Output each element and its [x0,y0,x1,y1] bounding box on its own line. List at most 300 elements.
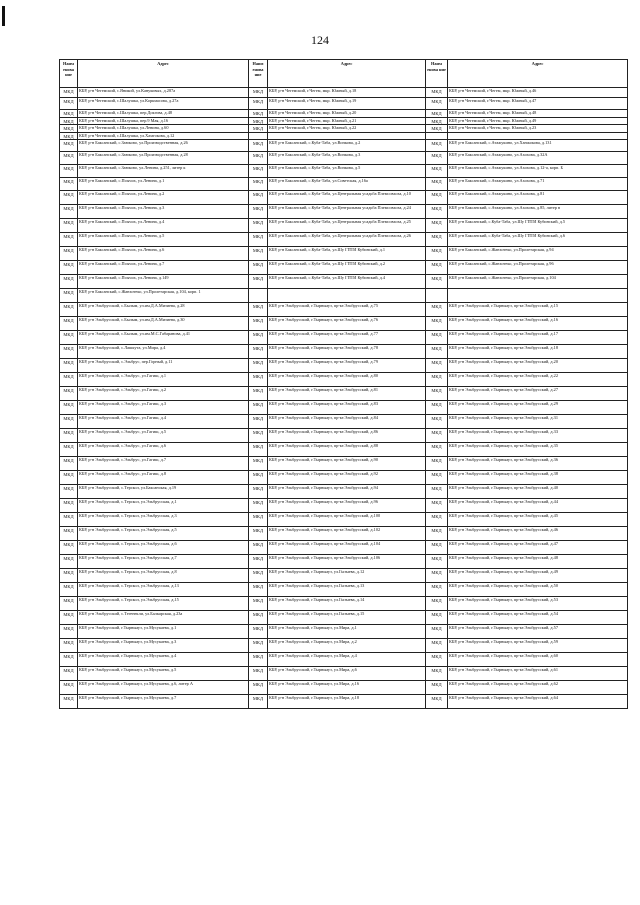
cell-kind: МКД [249,569,268,583]
cell-kind: МКД [426,527,448,541]
table-row [60,429,628,443]
cell-kind [426,289,448,303]
cell-kind [426,132,448,140]
table-body [60,88,628,709]
cell-kind: МКД [60,443,78,457]
cell-address: КБР, р-н Эльбрусский, с.Терскол, ул.Эльбрусская, д.15 [78,597,249,611]
cell-address: КБР, р-н Чегемский, г.Чегем, мкр. Южный, д.49 [448,117,628,125]
column-header-address: Адрес [78,60,249,88]
cell-kind: МКД [249,527,268,541]
cell-address: КБР, р-н Чегемский, с.Шалушка, пер.9 Мая, д.16 [78,117,249,125]
cell-address: КБР, р-н Эльбрусский, с.Терскол, ул.Эльбрусская, д.8 [78,569,249,583]
cell-kind: МКД [249,125,268,133]
cell-kind: МКД [426,499,448,513]
cell-address: КБР, р-н Чегемский, г.Чегем, мкр. Южный, д.48 [448,110,628,118]
cell-kind: МКД [60,303,78,317]
cell-address: КБР, р-н Эльбрусский, г.Тырныауз, пр-кт.Эльбрусский, д.16 [448,317,628,331]
cell-address: КБР, р-н Эльбрусский, г.Тырныауз, пр-кт.Эльбрусский, д.90 [268,457,426,471]
cell-address: КБР, р-н Эльбрусский, г.Тырныауз, пр-кт.Эльбрусский, д.53 [448,597,628,611]
cell-kind: МКД [249,695,268,709]
cell-kind: МКД [60,401,78,415]
cell-kind: МКД [426,303,448,317]
cell-address: КБР, р-н Эльбрусский, г.Тырныауз, пр-кт.Эльбрусский, д.100 [268,513,426,527]
cell-kind: МКД [249,485,268,499]
cell-address: КБР, р-н Эльбрусский, г.Тырныауз, пр-кт.Эльбрусский, д.35 [448,443,628,457]
cell-address: КБР, р-н Эльбрусский, с.Эльбрус, ул.Гагиш, д.5 [78,429,249,443]
cell-address: КБР, р-н Эльбрусский, с.Лашкута, ул.Мира, д.4 [78,345,249,359]
cell-kind: МКД [426,457,448,471]
table-row [60,247,628,261]
cell-address: КБР, р-н Баксанский, с.Псычох, ул.Ленина, д.4 [78,219,249,233]
table-row [60,117,628,125]
table-row [60,289,628,303]
cell-address: КБР, р-н Эльбрусский, г.Тырныауз, пр-кт.Эльбрусский, д.44 [448,499,628,513]
column-header-address: Адрес [448,60,628,88]
cell-kind: МКД [426,653,448,667]
cell-address: КБР, р-н Баксанский, с.Куба-Таба, ул.Центральная усадьба Племсовхоза, д.26 [268,233,426,247]
table-row [60,88,628,98]
cell-kind: МКД [60,317,78,331]
cell-kind: МКД [426,387,448,401]
cell-kind: МКД [60,583,78,597]
table-row [60,191,628,205]
column-header-address: Адрес [268,60,426,88]
cell-address: КБР, р-н Баксанский, с.Псычох, ул.Ленина, д.2 [78,191,249,205]
cell-kind: МКД [249,653,268,667]
cell-kind: МКД [249,597,268,611]
cell-address: КБР, р-н Чегемский, с.Шалушка, ул.Коркмасова, д.27а [78,98,249,110]
cell-address: КБР, р-н Баксанский, с.Атажукино, ул.Ахохова, д.81 [448,191,628,205]
cell-address: КБР, р-н Эльбрусский, с.Терскол, ул.Эльбрусская, д.6 [78,541,249,555]
cell-address: КБР, р-н Эльбрусский, г.Тырныауз, ул.Мира, д.1 [268,625,426,639]
cell-kind: МКД [426,429,448,443]
cell-address: КБР, р-н Баксанский, с.Псычох, ул.Ленина, д.149 [78,275,249,289]
cell-kind: МКД [426,415,448,429]
cell-kind: МКД [249,261,268,275]
table-header-row [60,60,628,88]
cell-address: КБР, р-н Эльбрусский, г.Тырныауз, ул.Гызыева, д.14 [268,597,426,611]
cell-kind: МКД [60,387,78,401]
cell-kind: МКД [60,457,78,471]
cell-address: КБР, р-н Эльбрусский, г.Тырныауз, пр-кт.Эльбрусский, д.27 [448,387,628,401]
cell-address: КБР, р-н Эльбрусский, г.Тырныауз, пр-кт.Эльбрусский, д.17 [448,331,628,345]
page-number: 124 [311,33,329,47]
table-row [60,219,628,233]
cell-address: КБР, р-н Эльбрусский, г.Тырныауз, пр-кт.Эльбрусский, д.86 [268,429,426,443]
cell-address: КБР, р-н Баксанский, с.Псычох, ул.Ленина, д.7 [78,261,249,275]
cell-address: КБР, р-н Баксанский, с.Куба-Таба, ул.Советская, д.16а [268,178,426,191]
table-row [60,132,628,140]
cell-kind: МКД [60,527,78,541]
binder-mark [2,6,5,26]
cell-address: КБР, р-н Эльбрусский, г.Тырныауз, пр-кт.Эльбрусский, д.77 [268,331,426,345]
cell-kind: МКД [249,233,268,247]
cell-kind: МКД [249,247,268,261]
cell-address: КБР, р-н Баксанский, с.Куба-Таба, ул.Вичкова, д.3 [268,152,426,165]
cell-kind: МКД [426,373,448,387]
cell-address: КБР, р-н Баксанский, с.Заюково, ул.Производственная, д.28 [78,152,249,165]
cell-address: КБР, р-н Эльбрусский, г.Тырныауз, пр-кт.Эльбрусский, д.57 [448,625,628,639]
cell-address: КБР, р-н Эльбрусский, г.Тырныауз, пр-кт.Эльбрусский, д.88 [268,443,426,457]
table-row [60,110,628,118]
table-row [60,345,628,359]
cell-address: КБР, р-н Эльбрусский, г.Тырныауз, пр-кт.Эльбрусский, д.50 [448,583,628,597]
cell-kind: МКД [60,681,78,695]
cell-address: КБР, р-н Баксанский, с.Псычох, ул.Ленина, д.6 [78,247,249,261]
cell-address: КБР, р-н Эльбрусский, г.Тырныауз, пр-кт.Эльбрусский, д.40 [448,485,628,499]
cell-address: КБР, р-н Эльбрусский, г.Тырныауз, пр-кт.Эльбрусский, д.94 [268,485,426,499]
cell-kind: МКД [60,205,78,219]
cell-kind: МКД [426,331,448,345]
cell-kind: МКД [60,152,78,165]
cell-address: КБР, р-н Эльбрусский, с.Былым, ул.им.М.С.Габаранова, д.41 [78,331,249,345]
cell-address: КБР, р-н Баксанский, с.Атажукино, ул.Ахохова, д.85, литер в [448,205,628,219]
cell-kind: МКД [249,429,268,443]
cell-address: КБР, р-н Эльбрусский, г.Тырныауз, пр-кт.Эльбрусский, д.47 [448,541,628,555]
cell-kind: МКД [426,611,448,625]
cell-address: КБР, р-н Баксанский, с.Куба-Таба, ул.Шу ГПТИ Кубинский, д.1 [268,247,426,261]
table-row [60,471,628,485]
cell-address: КБР, р-н Эльбрусский, г.Тырныауз, ул.Мира, д.18 [268,695,426,709]
cell-address: КБР, р-н Эльбрусский, с.Терскол, ул.Эльбрусская, д.5 [78,527,249,541]
cell-address: КБР, р-н Эльбрусский, г.Тырныауз, ул.Мира, д.16 [268,681,426,695]
table-row [60,681,628,695]
cell-address: КБР, р-н Эльбрусский, г.Тырныауз, пр-кт.Эльбрусский, д.36 [448,457,628,471]
cell-kind: МКД [60,667,78,681]
table-row [60,233,628,247]
cell-kind: МКД [426,695,448,709]
cell-address: КБР, р-н Эльбрусский, г.Тырныауз, пр-кт.Эльбрусский, д.102 [268,527,426,541]
cell-address: КБР, р-н Эльбрусский, с.Эльбрус, ул.Гагиш, д.2 [78,387,249,401]
cell-address: КБР, р-н Чегемский, г.Чегем, мкр. Южный, д.47 [448,98,628,110]
table-row [60,152,628,165]
cell-address: КБР, р-н Эльбрусский, с.Эльбрус, ул.Гагиш, д.4 [78,415,249,429]
cell-kind: МКД [426,345,448,359]
cell-kind [249,289,268,303]
table-row [60,485,628,499]
cell-address: КБР, р-н Эльбрусский, с.Терскол, ул.Эльбрусская, д.1 [78,499,249,513]
cell-kind: МКД [60,471,78,485]
table-row [60,178,628,191]
cell-kind: МКД [249,415,268,429]
table-row [60,98,628,110]
cell-kind: МКД [426,667,448,681]
cell-kind: МКД [249,345,268,359]
cell-address: КБР, р-н Баксанский, с.Псычох, ул.Ленина, д.3 [78,205,249,219]
cell-kind: МКД [60,373,78,387]
table-row [60,165,628,178]
cell-address: КБР, р-н Эльбрусский, с.Терскол, ул.Эльбрусская, д.13 [78,583,249,597]
cell-kind: МКД [249,110,268,118]
cell-address: КБР, р-н Эльбрусский, г.Тырныауз, пр-кт.Эльбрусский, д.62 [448,681,628,695]
cell-address: КБР, р-н Эльбрусский, г.Тырныауз, пр-кт.Эльбрусский, д.31 [448,415,628,429]
cell-kind: МКД [60,415,78,429]
cell-address: КБР, р-н Эльбрусский, г.Тырныауз, пр-кт.Эльбрусский, д.29 [448,401,628,415]
cell-address: КБР, р-н Баксанский, с.Куба-Таба, ул.Шу ГПТИ Кубинский, д.6 [448,233,628,247]
cell-kind: МКД [426,261,448,275]
cell-kind: МКД [249,219,268,233]
cell-kind: МКД [60,625,78,639]
cell-kind: МКД [426,555,448,569]
cell-address: КБР, р-н Чегемский, г.Чегем, мкр. Южный, д.18 [268,88,426,98]
cell-address: КБР, р-н Эльбрусский, г.Тырныауз, пр-кт.Эльбрусский, д.64 [448,695,628,709]
cell-kind: МКД [249,499,268,513]
table-row [60,303,628,317]
cell-kind: МКД [426,401,448,415]
cell-kind: МКД [426,98,448,110]
cell-address: КБР, р-н Баксанский, с.Заюково, ул.Ленина, д.251, литер к [78,165,249,178]
table-row [60,373,628,387]
cell-kind: МКД [426,625,448,639]
cell-kind: МКД [60,359,78,373]
cell-kind: МКД [249,681,268,695]
cell-address: КБР, р-н Эльбрусский, г.Тырныауз, пр-кт.Эльбрусский, д.104 [268,541,426,555]
cell-kind: МКД [249,625,268,639]
cell-kind: МКД [60,597,78,611]
cell-address: КБР, р-н Баксанский, с.Куба-Таба, ул.Вичкова, д.5 [268,165,426,178]
table-row [60,140,628,152]
table-row [60,555,628,569]
cell-address: КБР, р-н Баксанский, с.Жанхотеко, ул.Пролетарская, д.104, корп. 1 [78,289,249,303]
cell-kind: МКД [426,583,448,597]
column-header-kind: Наим енова ние [426,60,448,88]
cell-address: КБР, р-н Эльбрусский, г.Тырныауз, пр-кт.Эльбрусский, д.49 [448,569,628,583]
cell-kind: МКД [249,555,268,569]
cell-address: КБР, р-н Эльбрусский, г.Тырныауз, пр-кт.Эльбрусский, д.60 [448,653,628,667]
table-row [60,513,628,527]
cell-address: КБР, р-н Эльбрусский, г.Тырныауз, пр-кт.Эльбрусский, д.81 [268,387,426,401]
cell-address [268,289,426,303]
cell-address: КБР, р-н Баксанский, с.Куба-Таба, ул.Центральная усадьба Племсовхоза, д.25 [268,219,426,233]
table-row [60,499,628,513]
cell-address: КБР, р-н Эльбрусский, г.Тырныауз, ул.Мира, д.2 [268,639,426,653]
cell-kind: МКД [426,205,448,219]
cell-kind: МКД [60,541,78,555]
cell-address: КБР, р-н Баксанский, с.Атажукино, ул.Ханжокова, д.131 [448,140,628,152]
cell-address: КБР, р-н Баксанский, с.Жанхотеко, ул.Пролетарская, д.94 [448,247,628,261]
cell-kind: МКД [426,233,448,247]
cell-address: КБР, р-н Чегемский, г.Чегем, мкр. Южный, д.19 [268,98,426,110]
cell-address: КБР, р-н Баксанский, с.Куба-Таба, ул.Центральная усадьба Племсовхоза, д.10 [268,191,426,205]
table-row [60,261,628,275]
cell-address: КБР, р-н Эльбрусский, с.Терскол, ул.Эльбрусская, д.3 [78,513,249,527]
cell-address: КБР, р-н Эльбрусский, г.Тырныауз, пр-кт.Эльбрусский, д.80 [268,373,426,387]
cell-kind: МКД [249,471,268,485]
table-row [60,359,628,373]
cell-kind: МКД [426,117,448,125]
cell-kind: МКД [426,485,448,499]
table-row [60,415,628,429]
cell-address: КБР, р-н Чегемский, г.Чегем, мкр. Южный, д.20 [268,110,426,118]
cell-kind: МКД [60,110,78,118]
cell-address: КБР, р-н Эльбрусский, с.Былым, ул.им.Д.А.Мизиева, д.28 [78,303,249,317]
cell-kind: МКД [249,373,268,387]
cell-kind: МКД [60,165,78,178]
cell-kind: МКД [249,387,268,401]
cell-kind: МКД [249,140,268,152]
cell-address: КБР, р-н Чегемский, г.Чегем, мкр. Южный, д.46 [448,88,628,98]
cell-address: КБР, р-н Чегемский, с.Шалушка, ул.Ленина, д.60 [78,125,249,133]
table-row [60,653,628,667]
cell-kind: МКД [249,317,268,331]
table-row [60,667,628,681]
cell-address: КБР, р-н Эльбрусский, г.Тырныауз, пр-кт.Эльбрусский, д.54 [448,611,628,625]
cell-kind: МКД [249,639,268,653]
cell-kind: МКД [249,331,268,345]
cell-address: КБР, р-н Баксанский, с.Псычох, ул.Ленина, д.5 [78,233,249,247]
cell-kind: МКД [60,117,78,125]
cell-kind: МКД [249,191,268,205]
cell-kind: МКД [60,125,78,133]
column-header-kind: Наим енова ние [60,60,78,88]
cell-address: КБР, р-н Эльбрусский, г.Тырныауз, ул.Мусукаева, д.3 [78,639,249,653]
table-row [60,611,628,625]
cell-address: КБР, р-н Баксанский, с.Атажукино, ул.Ахохова, д.32А [448,152,628,165]
cell-address: КБР, р-н Баксанский, с.Куба-Таба, ул.Шу ГПТИ Кубинский, д.4 [268,275,426,289]
cell-address: КБР, р-н Эльбрусский, г.Тырныауз, пр-кт.Эльбрусский, д.45 [448,513,628,527]
cell-kind: МКД [249,165,268,178]
cell-address: КБР, р-н Эльбрусский, г.Тырныауз, пр-кт.Эльбрусский, д.61 [448,667,628,681]
cell-address [268,132,426,140]
cell-kind: МКД [249,457,268,471]
cell-address: КБР, р-н Чегемский, с.Шалушка, пер.Докгова, д.48 [78,110,249,118]
cell-kind: МКД [426,125,448,133]
cell-kind: МКД [426,597,448,611]
cell-address: КБР, р-н Баксанский, с.Жанхотеко, ул.Пролетарская, д.96 [448,261,628,275]
cell-kind: МКД [60,140,78,152]
cell-address: КБР, р-н Эльбрусский, г.Тырныауз, ул.Мусукаева, д.1 [78,625,249,639]
table-row [60,387,628,401]
table-row [60,401,628,415]
cell-address: КБР, р-н Эльбрусский, г.Тырныауз, пр-кт.Эльбрусский, д.20 [448,359,628,373]
cell-kind: МКД [426,165,448,178]
cell-kind: МКД [249,611,268,625]
table-row [60,639,628,653]
cell-address: КБР, р-н Эльбрусский, г.Тырныауз, пр-кт.Эльбрусский, д.18 [448,345,628,359]
cell-address: КБР, р-н Эльбрусский, г.Тырныауз, пр-кт.Эльбрусский, д.79 [268,359,426,373]
table-row [60,125,628,133]
cell-kind: МКД [426,317,448,331]
cell-address: КБР, р-н Эльбрусский, г.Тырныауз, пр-кт.Эльбрусский, д.15 [448,303,628,317]
cell-address: КБР, р-н Эльбрусский, г.Тырныауз, пр-кт.Эльбрусский, д.75 [268,303,426,317]
cell-kind: МКД [60,485,78,499]
cell-kind: МКД [60,275,78,289]
cell-kind: МКД [60,695,78,709]
cell-address: КБР, р-н Эльбрусский, г.Тырныауз, пр-кт.Эльбрусский, д.96 [268,499,426,513]
cell-address: КБР, р-н Чегемский, с.Яникой, ул.Кануковых, д.287а [78,88,249,98]
cell-address: КБР, р-н Эльбрусский, г.Тырныауз, пр-кт.Эльбрусский, д.46 [448,527,628,541]
cell-address: КБР, р-н Баксанский, с.Псычох, ул.Ленина, д.1 [78,178,249,191]
cell-kind: МКД [60,88,78,98]
cell-kind: МКД [426,569,448,583]
cell-address: КБР, р-н Эльбрусский, г.Тырныауз, ул.Гызыева, д.12 [268,569,426,583]
cell-kind: МКД [426,110,448,118]
cell-address: КБР, р-н Баксанский, с.Куба-Таба, ул.Центральная усадьба Племсовхоза, д.24 [268,205,426,219]
table-row [60,541,628,555]
cell-kind: МКД [426,247,448,261]
cell-address: КБР, р-н Баксанский, с.Заюково, ул.Производственная, д.26 [78,140,249,152]
table-row [60,275,628,289]
cell-address: КБР, р-н Баксанский, с.Куба-Таба, ул.Вичкова, д.2 [268,140,426,152]
cell-kind: МКД [60,98,78,110]
cell-address: КБР, р-н Баксанский, с.Жанхотеко, ул.Пролетарская, д.104 [448,275,628,289]
cell-kind: МКД [60,233,78,247]
cell-kind: МКД [426,140,448,152]
cell-address: КБР, р-н Эльбрусский, г.Тырныауз, пр-кт.Эльбрусский, д.84 [268,415,426,429]
cell-kind: МКД [60,289,78,303]
cell-address: КБР, р-н Эльбрусский, г.Тырныауз, ул.Мусукаева, д.7 [78,695,249,709]
cell-address: КБР, р-н Эльбрусский, г.Тырныауз, пр-кт.Эльбрусский, д.22 [448,373,628,387]
cell-address: КБР, р-н Эльбрусский, г.Тырныауз, пр-кт.Эльбрусский, д.48 [448,555,628,569]
cell-kind: МКД [426,471,448,485]
cell-kind: МКД [60,247,78,261]
cell-address: КБР, р-н Эльбрусский, г.Тырныауз, пр-кт.Эльбрусский, д.92 [268,471,426,485]
table-row [60,695,628,709]
cell-kind: МКД [60,499,78,513]
table-row [60,331,628,345]
cell-kind: МКД [426,191,448,205]
address-registry-table [59,59,628,709]
cell-address: КБР, р-н Эльбрусский, с.Эльбрус, ул.Гагиш, д.6 [78,443,249,457]
cell-kind: МКД [60,611,78,625]
cell-kind: МКД [426,639,448,653]
table-row [60,569,628,583]
cell-kind: МКД [249,667,268,681]
table-row [60,625,628,639]
cell-kind: МКД [249,205,268,219]
table-row [60,457,628,471]
cell-address: КБР, р-н Эльбрусский, с.Эльбрус, ул.Гагиш, д.1 [78,373,249,387]
table-row [60,527,628,541]
cell-kind: МКД [249,152,268,165]
cell-address: КБР, р-н Эльбрусский, г.Тырныауз, пр-кт.Эльбрусский, д.33 [448,429,628,443]
cell-kind: МКД [249,303,268,317]
cell-address: КБР, р-н Эльбрусский, г.Тырныауз, ул.Мира, д.6 [268,667,426,681]
cell-kind: МКД [60,513,78,527]
cell-kind: МКД [249,275,268,289]
cell-kind: МКД [249,88,268,98]
cell-address: КБР, р-н Эльбрусский, г.Тырныауз, пр-кт.Эльбрусский, д.78 [268,345,426,359]
cell-address: КБР, р-н Эльбрусский, с.Эльбрус, ул.Гагиш, д.7 [78,457,249,471]
cell-kind: МКД [426,541,448,555]
cell-address: КБР, р-н Эльбрусский, г.Тырныауз, ул.Мусукаева, д.5 [78,667,249,681]
cell-address: КБР, р-н Эльбрусский, г.Тырныауз, пр-кт.Эльбрусский, д.106 [268,555,426,569]
cell-kind: МКД [249,98,268,110]
table-row [60,583,628,597]
cell-address: КБР, р-н Эльбрусский, г.Тырныауз, пр-кт.Эльбрусский, д.59 [448,639,628,653]
cell-kind: МКД [426,152,448,165]
cell-kind: МКД [426,681,448,695]
cell-address: КБР, р-н Чегемский, с.Шалушка, ул.Хамгокова, д.12 [78,132,249,140]
cell-kind: МКД [60,132,78,140]
cell-address: КБР, р-н Баксанский, с.Атажукино, ул.Ахохова, д.71 [448,178,628,191]
table-row [60,597,628,611]
cell-kind: МКД [426,275,448,289]
cell-kind: МКД [426,359,448,373]
cell-address: КБР, р-н Эльбрусский, г.Тырныауз, пр-кт.Эльбрусский, д.76 [268,317,426,331]
cell-kind: МКД [426,513,448,527]
cell-address: КБР, р-н Эльбрусский, г.Тырныауз, ул.Гызыева, д.13 [268,583,426,597]
cell-kind: МКД [249,401,268,415]
cell-kind: МКД [426,443,448,457]
cell-address [448,132,628,140]
cell-address: КБР, р-н Эльбрусский, г.Тырныауз, ул.Мусукаева, д.4 [78,653,249,667]
cell-kind: МКД [60,331,78,345]
cell-kind: МКД [426,219,448,233]
cell-kind [249,132,268,140]
cell-kind: МКД [426,88,448,98]
cell-address: КБР, р-н Баксанский, с.Атажукино, ул.Ахохова, д.12-а, корп. Б [448,165,628,178]
